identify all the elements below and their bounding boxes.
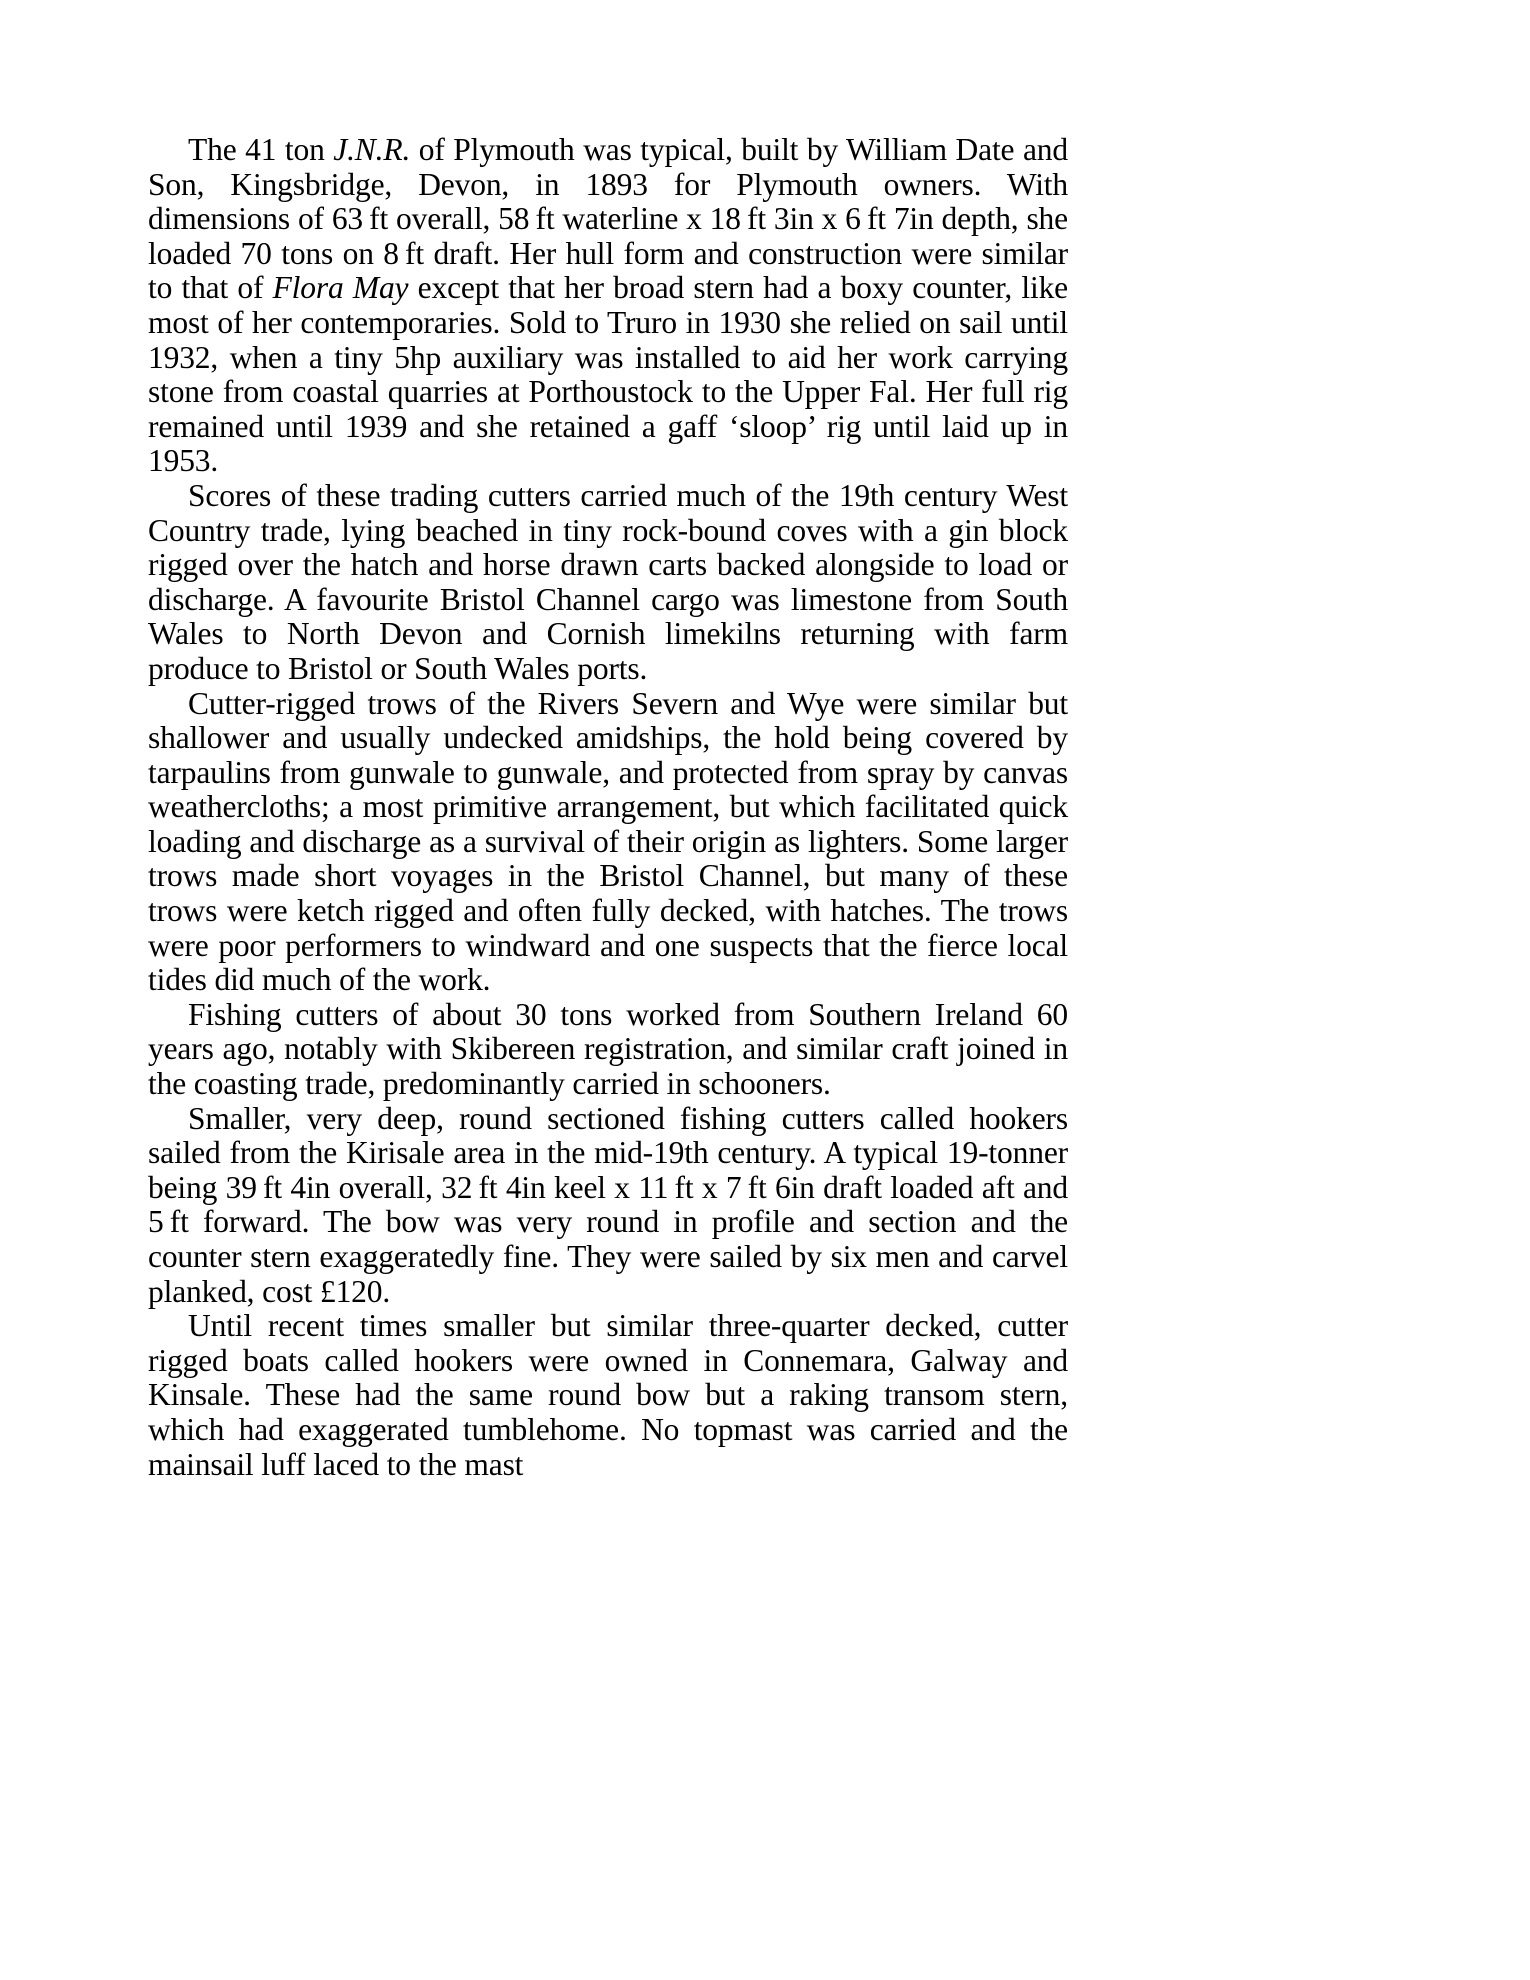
italic-run: Flora May [272,270,409,306]
text-run: of Plymouth was typical, built by William Date and Son, Kingsbridge, Devon, in 1893 for Plymouth owners. With dimensions of 63 ft overall, 58 ft waterline x 18 ft 3in x 6 ft 7in depth, she loaded 70 tons on 8 ft draft. Her hull form and construction were similar to that of [148,132,1068,306]
text-run: The 41 ton [188,132,334,167]
text-run: Scores of these trading cutters carried much of the 19th century West Country trade, lying beached in tiny rock-bound coves with a gin block rigged over the hatch and horse drawn carts backed alongside to load or discharge. A favourite Bristol Channel cargo was limestone from South Wales to North Devon and Cornish limekilns returning with farm produce to Bristol or South Wales ports. [148,477,1068,686]
text-run: except that her broad stern had a boxy counter, like most of her contemporaries. Sold to Truro in 1930 she relied on sail until 1932, when a tiny 5hp auxiliary was installed to aid her work carrying stone from coastal quarries at Porthoustock to the Upper Fal. Her full rig remained until 1939 and she retained a gaff ‘sloop’ rig until laid up in 1953. [148,270,1069,479]
paragraph [148,687,1068,998]
paragraph [148,1309,1068,1482]
paragraph [148,133,1068,479]
paragraph [148,1102,1068,1310]
body-text-column [148,133,1068,1482]
paragraph [148,479,1068,687]
paragraph [148,998,1068,1102]
text-run: Fishing cutters of about 30 tons worked from Southern Ireland 60 years ago, notably with Skibereen registration, and similar craft joined in the coasting trade, predominantly carried in schooners. [148,996,1068,1102]
text-run: Cutter-rigged trows of the Rivers Severn and Wye were similar but shallower and usually undecked amidships, the hold being covered by tarpaulins from gunwale to gunwale, and protected from spray by canvas weathercloths; a most primitive arrangement, but which facilitated quick loading and discharge as a survival of their origin as lighters. Some larger trows made short voyages in the Bristol Channel, but many of these trows were ketch rigged and often fully decked, with hatches. The trows were poor performers to windward and one suspects that the fierce local tides did much of the work. [148,685,1068,998]
text-run: Smaller, very deep, round sectioned fishing cutters called hookers sailed from the Kirisale area in the mid-19th century. A typical 19-tonner being 39 ft 4in overall, 32 ft 4in keel x 11 ft x 7 ft 6in draft loaded aft and 5 ft forward. The bow was very round in profile and section and the counter stern exaggeratedly fine. They were sailed by six men and carvel planked, cost £120. [148,1100,1068,1309]
italic-run: J.N.R. [333,132,411,167]
text-run: Until recent times smaller but similar three-quarter decked, cutter rigged boats called hookers were owned in Connemara, Galway and Kinsale. These had the same round bow but a raking transom stern, which had exaggerated tumblehome. No topmast was carried and the mainsail luff laced to the mast [148,1308,1068,1482]
